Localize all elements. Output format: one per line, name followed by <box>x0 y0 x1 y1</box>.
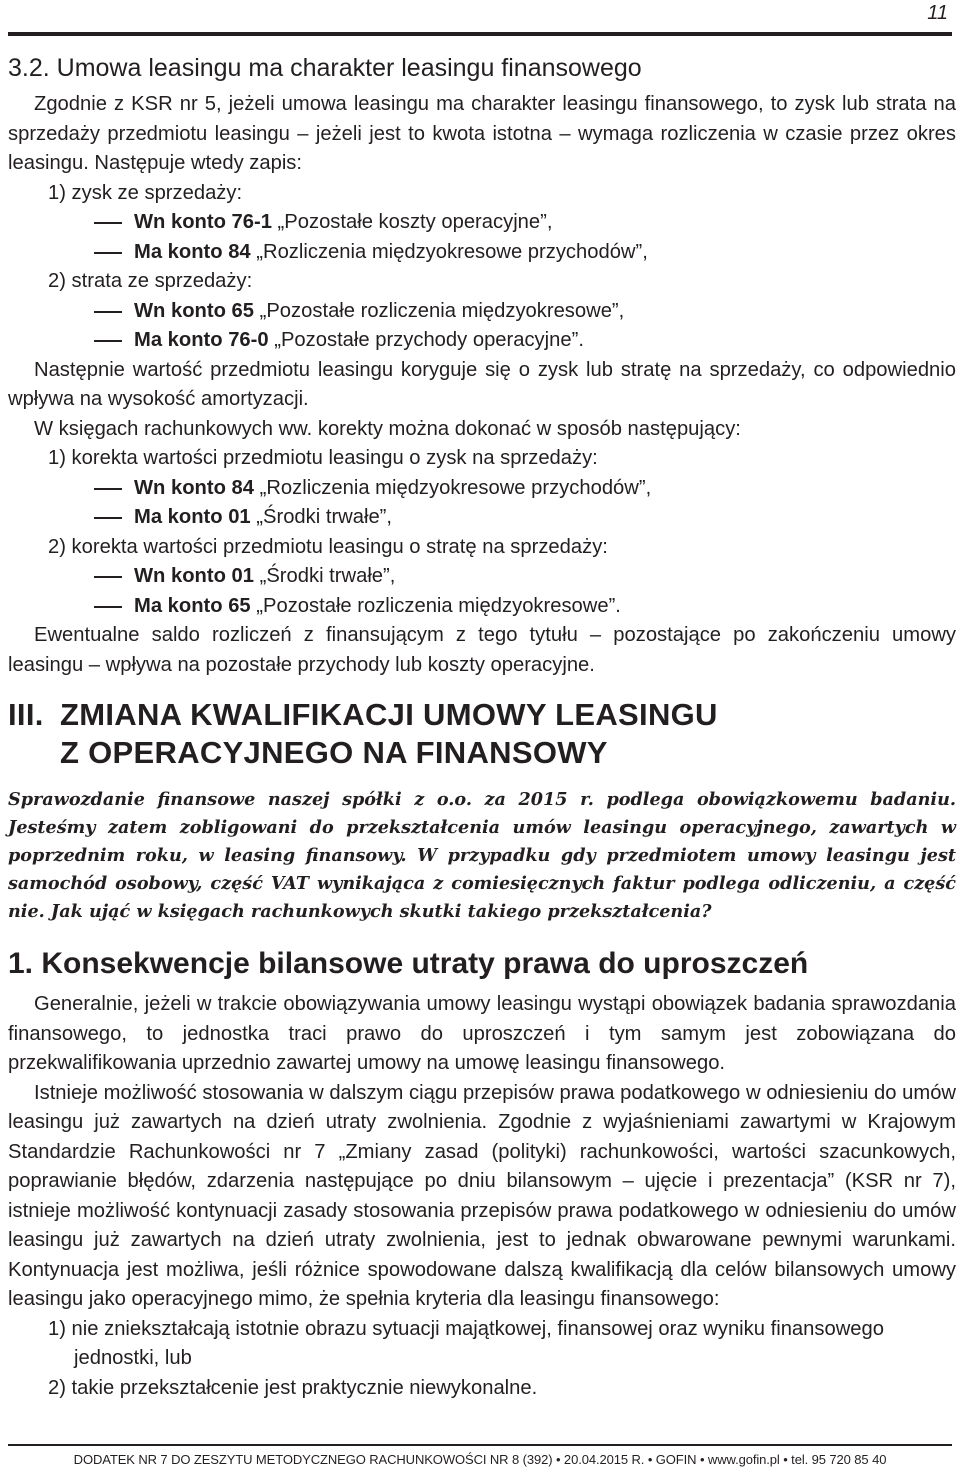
footer-rule <box>8 1444 952 1446</box>
account-desc: „Pozostałe rozliczenia międzyokresowe”, <box>254 299 625 322</box>
booking-entry <box>8 297 956 327</box>
account-desc: „Pozostałe rozliczenia międzyokresowe”. <box>250 594 621 617</box>
account-desc: „Rozliczenia międzyokresowe przychodów”, <box>250 240 648 263</box>
section-heading: 3.2. Umowa leasingu ma charakter leasingu finansowego <box>8 54 642 82</box>
paragraph: Istnieje możliwość stosowania w dalszym ciągu przepisów prawa podatkowego w odniesieniu do umów leasingu już zawartych na dzień utraty zwolnienia. Zgodnie z wyjaśnieniami zawartymi w Krajowym Standardzie Rachunkowości nr 7 „Zmiany zasad (polityki) rachunkowości, wartości szacunkowych, poprawianie błędów, zdarzenia następujące po dniu bilansowym – ujęcie i prezentacja” (KSR nr 7), istnieje możliwość kontynuacji zasady stosowania przepisów prawa podatkowego w odniesieniu do umów leasingu już zawartych na dzień utraty zwolnienia, jest to jednak obwarowane pewnymi warunkami. Kontynuacja jest możliwa, jeśli różnice spowodowane dalszą kwalifikacją dla celów bilansowych umowy leasingu jako operacyjnego mimo, że spełnia kryteria dla leasingu finansowego: <box>8 1081 956 1310</box>
list-item: 2) takie przekształcenie jest praktycznie niewykonalne. <box>48 1376 538 1399</box>
account-desc: „Rozliczenia międzyokresowe przychodów”, <box>254 476 652 499</box>
account-label: Wn konto 01 <box>134 565 255 587</box>
list-item: 2) korekta wartości przedmiotu leasingu o stratę na sprzedaży: <box>48 535 608 558</box>
list-item: 1) zysk ze sprzedaży: <box>48 181 243 204</box>
page-number: 11 <box>927 2 948 24</box>
booking-entry <box>8 503 956 533</box>
page-footer: DODATEK NR 7 DO ZESZYTU METODYCZNEGO RACHUNKOWOŚCI NR 8 (392) • 20.04.2015 R. • GOFIN • www.gofin.pl • tel. 95 720 85 40 <box>73 1452 887 1467</box>
chapter-title-line2: Z OPERACYJNEGO NA FINANSOWY <box>60 735 608 770</box>
reader-question: Sprawozdanie finansowe naszej spółki z o.o. za 2015 r. podlega obowiązkowemu badaniu. Jesteśmy zatem zobligowani do przekształcenia umów leasingu operacyjnego, zawartych w poprzednim roku, w leasing finansowy. W przypadku gdy przedmiotem umowy leasingu jest samochód osobowy, część VAT wynikająca z comiesięcznych faktur podlega odliczeniu, a część nie. Jak ująć w księgach rachunkowych skutki takiego przekształcenia? <box>8 789 956 922</box>
account-desc: „Pozostałe koszty operacyjne”, <box>271 211 553 233</box>
paragraph: W księgach rachunkowych ww. korekty można dokonać w sposób następujący: <box>34 417 741 440</box>
chapter-title-line1: ZMIANA KWALIFIKACJI UMOWY LEASINGU <box>60 697 718 732</box>
account-label: Ma konto 65 <box>134 594 251 617</box>
account-desc: „Środki trwałe”, <box>254 565 396 587</box>
chapter-number: III. <box>8 697 44 732</box>
account-label: Wn konto 76-1 <box>134 211 272 233</box>
list-item: 2) strata ze sprzedaży: <box>48 270 253 292</box>
account-label: Ma konto 76-0 <box>134 329 269 351</box>
section-intro: Zgodnie z KSR nr 5, jeżeli umowa leasingu ma charakter leasingu finansowego, to zysk lub strata na sprzedaży przedmiotu leasingu – jeżeli jest to kwota istotna – wymaga rozliczenia w czasie przez okres leasingu. Następuje wtedy zapis: <box>8 93 956 174</box>
sub-heading: 1. Konsekwencje bilansowe utraty prawa do uproszczeń <box>8 947 809 980</box>
booking-entry <box>8 326 956 356</box>
top-rule <box>8 32 952 36</box>
booking-entry <box>8 208 956 238</box>
booking-entry <box>8 474 956 504</box>
paragraph: Następnie wartość przedmiotu leasingu koryguje się o zysk lub stratę na sprzedaży, co odpowiednio wpływa na wysokość amortyzacji. <box>8 358 956 410</box>
account-desc: „Pozostałe przychody operacyjne”. <box>268 329 584 351</box>
account-label: Wn konto 65 <box>134 299 255 322</box>
condition-list <box>8 1315 956 1404</box>
paragraph: Ewentualne saldo rozliczeń z finansującym z tego tytułu – pozostające po zakończeniu umowy leasingu – wpływa na pozostałe przychody lub koszty operacyjne. <box>8 624 956 676</box>
account-label: Ma konto 84 <box>134 240 251 263</box>
account-desc: „Środki trwałe”, <box>250 506 393 528</box>
list-item: 1) korekta wartości przedmiotu leasingu o zysk na sprzedaży: <box>48 447 598 469</box>
booking-entry <box>8 562 956 592</box>
page-content <box>8 52 956 1403</box>
paragraph: Generalnie, jeżeli w trakcie obowiązywania umowy leasingu wystąpi obowiązek badania sprawozdania finansowego, to jednostka traci prawo do uproszczeń i tym samym jest zobowiązana do przekwalifikowania uprzednio zawartej umowy na umowę leasingu finansowego. <box>8 993 956 1074</box>
account-label: Wn konto 84 <box>134 476 255 499</box>
booking-entry <box>8 592 956 622</box>
chapter-heading <box>8 696 956 772</box>
list-item: 1) nie zniekształcają istotnie obrazu sytuacji majątkowej, finansowej oraz wyniku finansowego jednostki, lub <box>48 1317 884 1369</box>
booking-entry <box>8 238 956 268</box>
account-label: Ma konto 01 <box>134 506 251 528</box>
